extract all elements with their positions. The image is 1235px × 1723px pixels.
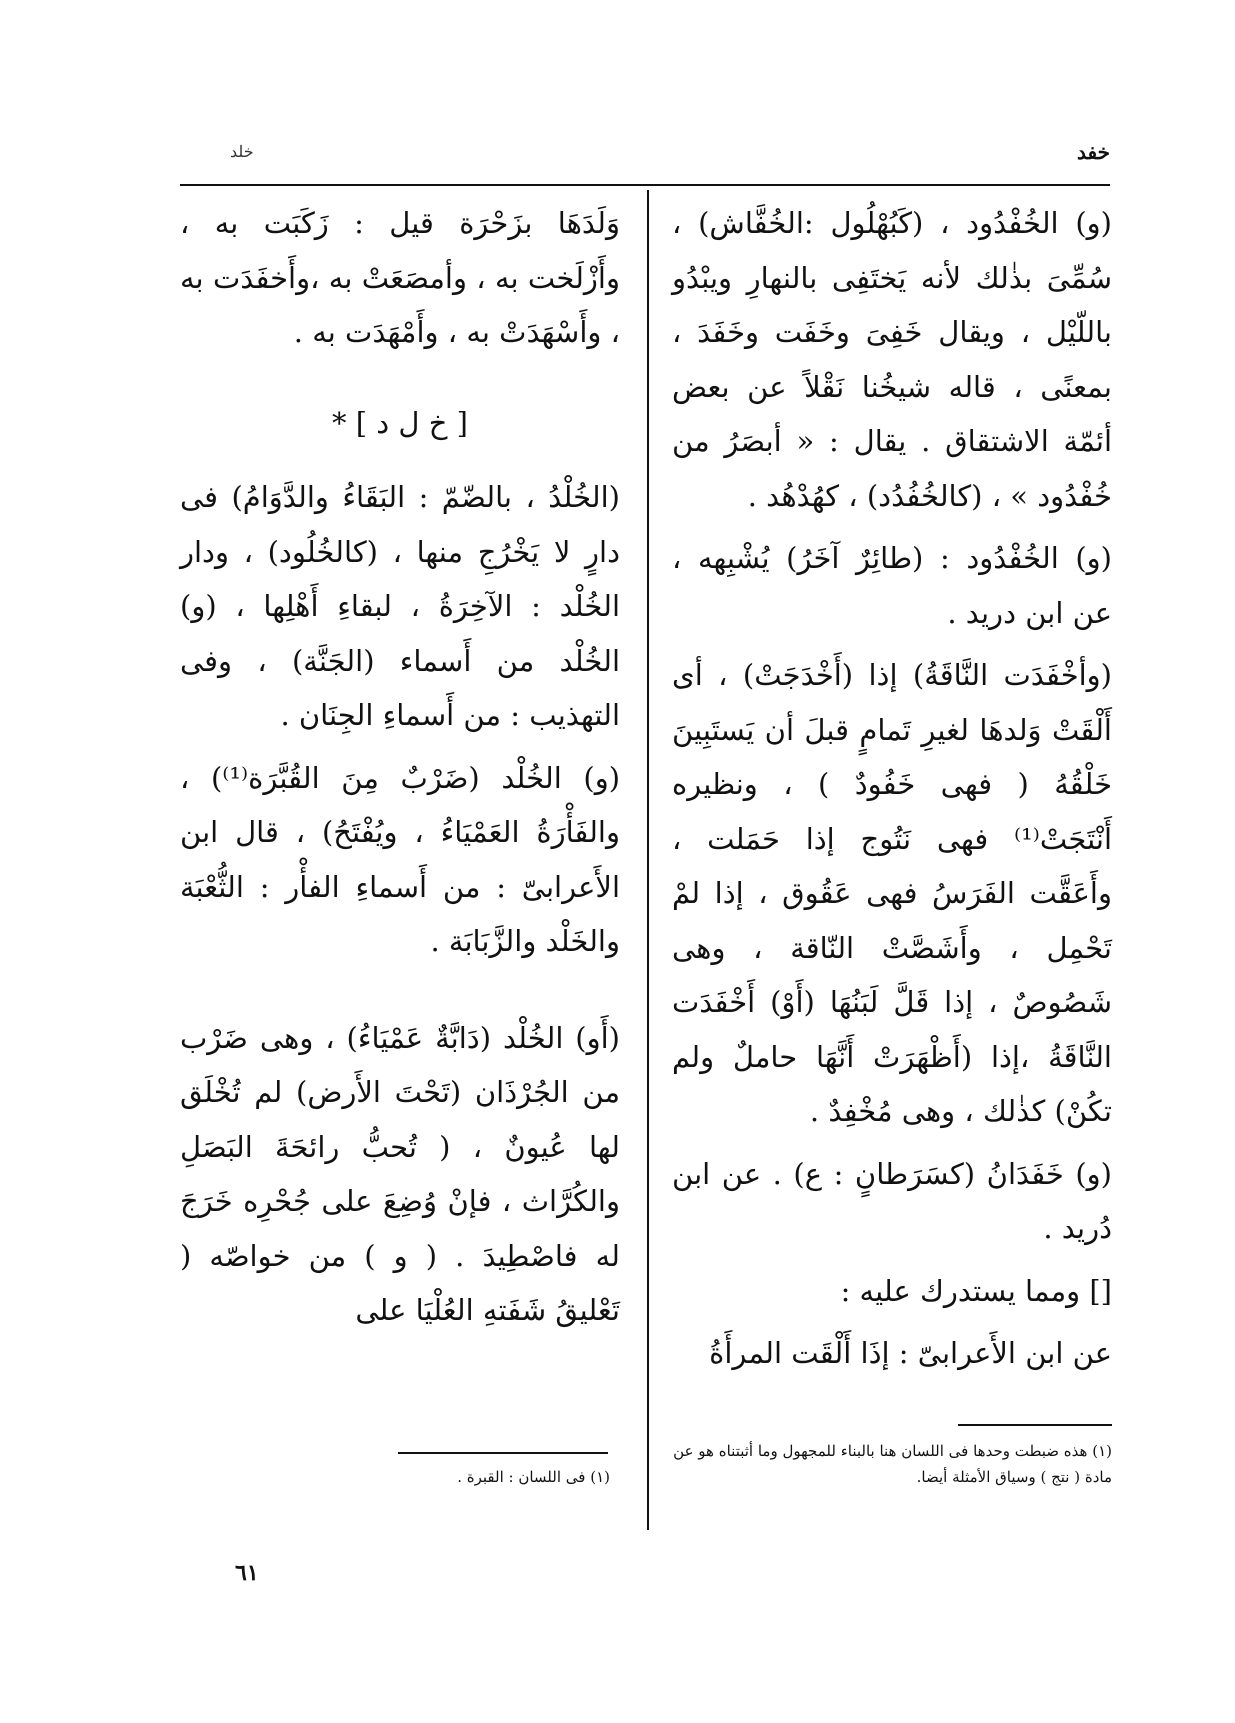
paragraph: عن ابن الأَعرابىّ : إذَا أَلْقَت المرأَةُ <box>709 1336 1112 1370</box>
paragraph: (و) الخُلْد (ضَرْبٌ مِنَ القُبَّرَة⁽¹⁾) ، والفَأْرَةُ العَمْيَاءُ ، ويُفْتَحُ) ، قال ابن الأَعرابىّ : من أَسماءِ الفأْر : الثُّعْبَة والخَلْد والزَّبَابَة . <box>180 760 621 958</box>
footnote-rule-left <box>398 1452 608 1454</box>
footnote-left: (١) فى اللسان : القبرة . <box>457 1468 610 1486</box>
headword-right: خفد <box>1077 140 1110 164</box>
page-number: ٦١ <box>235 1560 259 1586</box>
entry-heading: [ خ ل د ] * <box>332 405 468 440</box>
paragraph: (و) الخُفْدُود : (طائِرٌ آخَرُ) يُشْبِهه ، عن ابن دريد . <box>672 541 1112 630</box>
right-column <box>672 196 1112 1389</box>
headword-left: خلد <box>230 142 254 161</box>
header-rule <box>180 184 1110 186</box>
column-divider <box>647 190 649 1530</box>
paragraph: (وأخْفَدَت النَّاقَةُ) إذا (أَخْدَجَتْ) ، أى أَلْقَتْ وَلدهَا لغيرِ تَمامٍ قبلَ أن يَستَبِينَ خَلْقُهُ ( فهى خَفُودٌ ) ، ونظيره أَنْتَجَتْ⁽¹⁾ فهى نَتُوج إذا حَمَلت ، وأَعَقَّت الفَرَسُ فهى عَقُوق ، إذا لمْ تَحْمِل ، وأَشَصَّتْ النّاقة ، وهى شَصُوصٌ ، إذا قَلَّ لَبَنُهَا (أَوْ) أَخْفَدَت النَّاقَةُ ،إذا (أَظْهَرَتْ أَنَّهَا حاملٌ ولم تكُنْ) كذٰلك ، وهى مُخْفِدٌ . <box>672 658 1112 1128</box>
footnote-right: (١) هذه ضبطت وحدها فى اللسان هنا بالبناء للمجهول وما أثبتناه هو عن مادة ( نتج ) وسياق الأمثلة أيضا. <box>673 1442 1112 1486</box>
paragraph: [] ومما يستدرك عليه : <box>840 1273 1112 1308</box>
spacer <box>180 977 620 1011</box>
paragraph: (و) خَفَدَانُ (كسَرَطانٍ : ع) . عن ابن دُريد . <box>672 1156 1112 1245</box>
paragraph: (الخُلْدُ ، بالضّمّ : البَقَاءُ والدَّوَامُ) فى دارٍ لا يَخْرُجِ منها ، (كالخُلُود) ، ودار الخُلْد : الآخِرَةُ ، لبقاءِ أَهْلِها ، (و) الخُلْد من أَسماء (الجَنَّة) ، وفى التهذيب : من أَسماءِ الجِنَان . <box>180 480 620 732</box>
paragraph: وَلَدَهَا بزَحْرَة قيل : زَكَبَت به ، وأَزْلَخت به ، وأمصَعَتْ به ،وأَخفَدَت به ، وأَسْهَدَتْ به ، وأَمْهَدَت به . <box>180 206 620 349</box>
paragraph: (أَو) الخُلْد (دَابَّةٌ عَمْيَاءُ) ، وهى ضَرْب من الجُرْذَان (تَحْتَ الأَرض) لم تُخْلَق لها عُيونٌ ، ( تُحبُّ رائحَةَ البَصَلِ والكُرَّاث ، فإنْ وُضِعَ على جُحْرِه خَرَجَ له فاصْطِيدَ . ( و ) من خواصّه ( تَعْليقُ شَفَتهِ العُلْيَا على <box>180 1020 620 1327</box>
paragraph: (و) الخُفْدُود ، (كَبُهْلُول :الخُفَّاش) ، سُمِّىَ بذٰلك لأنه يَختَفِى بالنهارِ ويبْدُو باللّيْل ، ويقال خَفِىَ وخَفَت وخَفَدَ ، بمعنًى ، قاله شيخُنا نَقْلاً عن بعض أئمّة الاشتقاق . يقال : « أبصَرُ من خُفْدُود » ، (كالخُفُدُد) ، كهُدْهُد . <box>672 206 1112 513</box>
footnote-rule-right <box>958 1424 1112 1426</box>
left-column <box>180 196 620 1346</box>
